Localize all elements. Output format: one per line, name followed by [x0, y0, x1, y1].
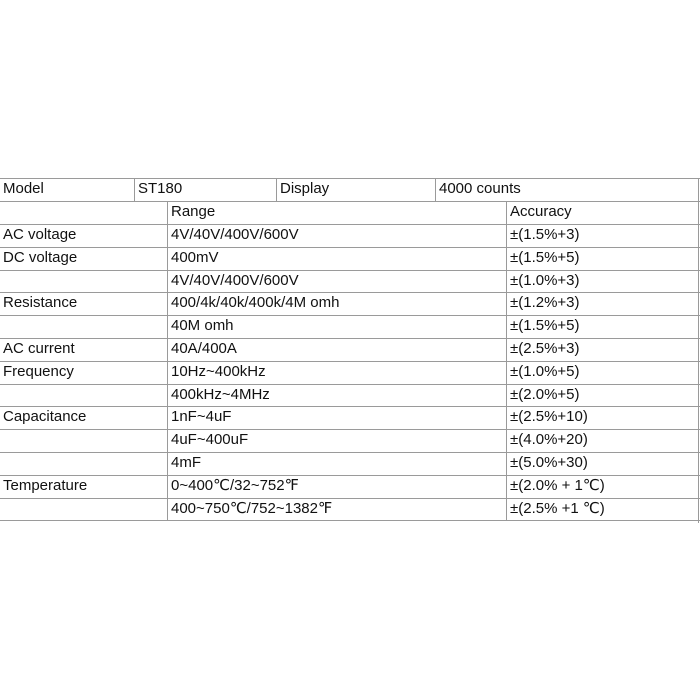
- function-cell: [0, 385, 167, 407]
- table-row: [0, 362, 700, 385]
- function-cell: AC current: [3, 340, 75, 357]
- accuracy-cell: ±(1.5%+3): [506, 225, 700, 247]
- range-cell: 40M omh: [167, 316, 506, 338]
- function-cell: Capacitance: [3, 408, 87, 426]
- table-row: [0, 499, 700, 522]
- table-row: [0, 316, 700, 339]
- accuracy-cell: ±(2.0% + 1℃): [506, 476, 700, 498]
- spec-table: [0, 178, 700, 523]
- model-value: ST180: [134, 179, 276, 201]
- function-cell: DC voltage: [3, 248, 78, 266]
- accuracy-cell: ±(2.0%+5): [506, 385, 700, 407]
- range-cell: 0~400℃/32~752℉: [167, 476, 506, 498]
- table-row: [0, 225, 700, 248]
- range-cell: 4V/40V/400V/600V: [167, 225, 506, 247]
- accuracy-cell: ±(1.2%+3): [506, 293, 700, 315]
- range-header: Range: [167, 202, 506, 224]
- table-row: [0, 271, 700, 294]
- accuracy-cell: ±(2.5%+3): [506, 339, 700, 361]
- table-row: [0, 407, 700, 430]
- model-label: Model: [3, 180, 44, 197]
- range-cell: 400/4k/40k/400k/4M omh: [167, 293, 506, 315]
- function-cell: [0, 453, 167, 475]
- function-cell: Resistance: [3, 294, 78, 312]
- function-cell: [0, 271, 167, 293]
- table-row: [0, 339, 700, 362]
- function-header: [0, 202, 167, 224]
- header-row: [0, 178, 700, 202]
- accuracy-cell: ±(4.0%+20): [506, 430, 700, 452]
- table-row: [0, 293, 700, 316]
- accuracy-cell: ±(2.5%+10): [506, 407, 700, 429]
- table-row: [0, 385, 700, 408]
- range-cell: 4V/40V/400V/600V: [167, 271, 506, 293]
- table-row: [0, 476, 700, 499]
- accuracy-cell: ±(2.5% +1 ℃): [506, 499, 700, 521]
- range-cell: 400mV: [167, 248, 506, 270]
- display-value: 4000 counts: [435, 179, 700, 201]
- accuracy-cell: ±(1.5%+5): [506, 316, 700, 338]
- range-cell: 400kHz~4MHz: [167, 385, 506, 407]
- range-cell: 1nF~4uF: [167, 407, 506, 429]
- column-header-row: [0, 202, 700, 225]
- accuracy-cell: ±(1.0%+5): [506, 362, 700, 384]
- range-cell: 4mF: [167, 453, 506, 475]
- function-cell: AC voltage: [3, 226, 77, 243]
- range-cell: 4uF~400uF: [167, 430, 506, 452]
- range-cell: 400~750℃/752~1382℉: [167, 499, 506, 521]
- table-row: [0, 430, 700, 453]
- function-cell: [0, 499, 167, 521]
- range-cell: 40A/400A: [167, 339, 506, 361]
- accuracy-cell: ±(1.0%+3): [506, 271, 700, 293]
- function-cell: Temperature: [3, 476, 88, 494]
- display-label: Display: [276, 179, 435, 201]
- accuracy-cell: ±(5.0%+30): [506, 453, 700, 475]
- function-cell: Frequency: [3, 362, 74, 380]
- accuracy-header: Accuracy: [506, 202, 700, 224]
- table-row: [0, 248, 700, 271]
- function-cell: [0, 430, 167, 452]
- function-cell: [0, 316, 167, 338]
- accuracy-cell: ±(1.5%+5): [506, 248, 700, 270]
- range-cell: 10Hz~400kHz: [167, 362, 506, 384]
- table-row: [0, 453, 700, 476]
